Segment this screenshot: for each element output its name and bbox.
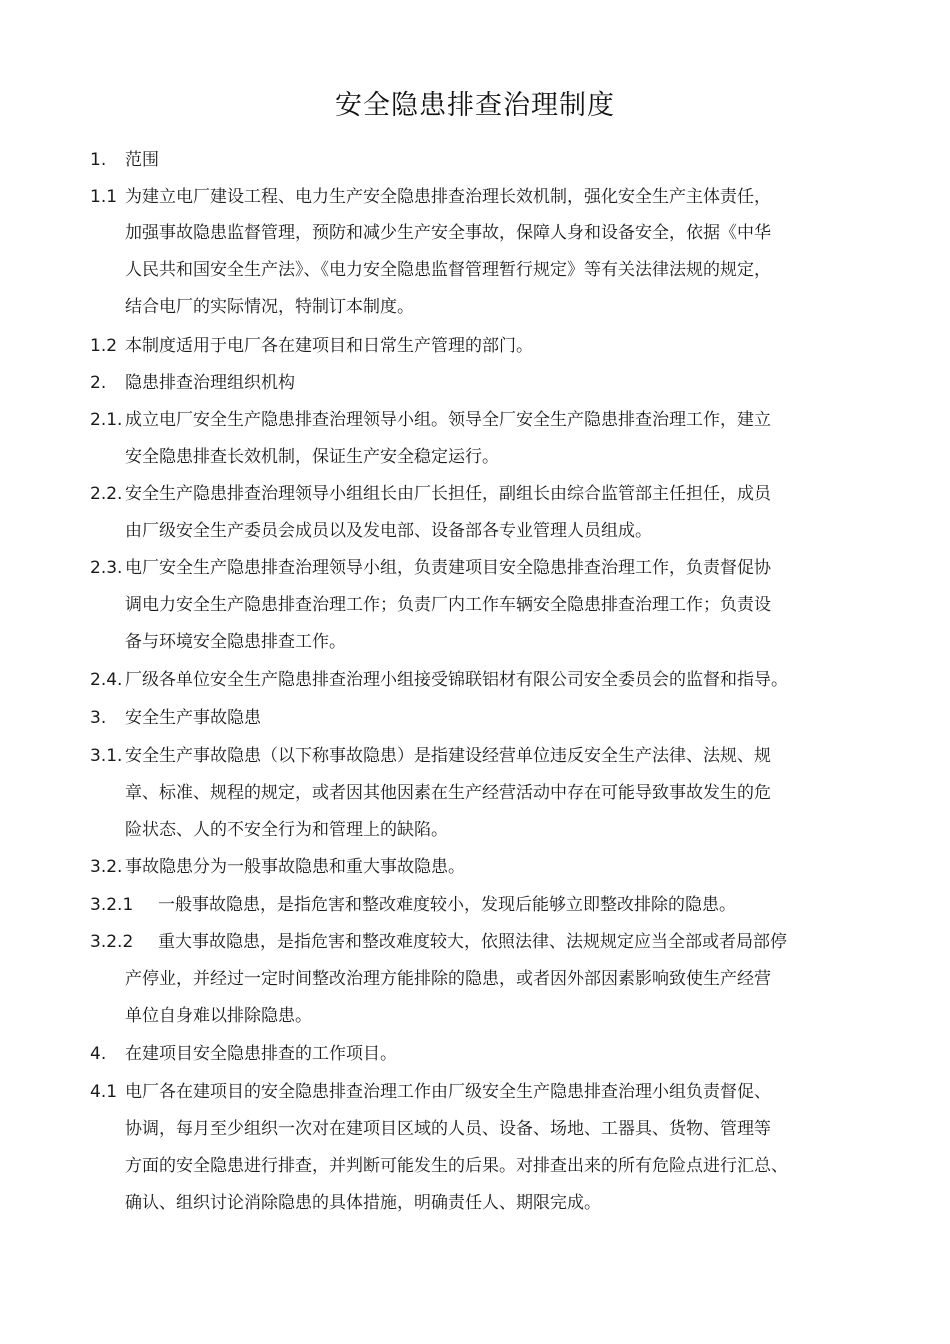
paragraph-text: 结合电厂的实际情况，特制订本制度。 xyxy=(125,297,414,317)
document-title: 安全隐患排查治理制度 xyxy=(335,90,615,121)
paragraph-text: 安全生产事故隐患（以下称事故隐患）是指建设经营单位违反安全生产法律、法规、规 xyxy=(125,746,771,766)
paragraph-text: 为建立电厂建设工程、电力生产安全隐患排查治理长效机制，强化安全生产主体责任， xyxy=(125,187,771,207)
paragraph-text: 电厂安全生产隐患排查治理领导小组，负责建项目安全隐患排查治理工作，负责督促协 xyxy=(125,558,771,578)
paragraph-text: 范围 xyxy=(125,150,159,170)
section-number: 1.2 xyxy=(90,336,118,356)
paragraph-text: 单位自身难以排除隐患。 xyxy=(125,1006,312,1026)
paragraph-text: 本制度适用于电厂各在建项目和日常生产管理的部门。 xyxy=(125,336,533,356)
paragraph-text: 安全隐患排查长效机制，保证生产安全稳定运行。 xyxy=(125,447,499,467)
paragraph-text: 重大事故隐患，是指危害和整改难度较大，依照法律、法规规定应当全部或者局部停 xyxy=(158,932,787,952)
paragraph-text: 加强事故隐患监督管理，预防和减少生产安全事故，保障人身和设备安全，依据《中华 xyxy=(125,223,771,243)
section-number: 4.1 xyxy=(90,1082,118,1102)
paragraph-text: 方面的安全隐患进行排查，并判断可能发生的后果。对排查出来的所有危险点进行汇总、 xyxy=(125,1156,788,1176)
paragraph-text: 协调，每月至少组织一次对在建项目区域的人员、设备、场地、工器具、货物、管理等 xyxy=(125,1119,771,1139)
paragraph-text: 调电力安全生产隐患排查治理工作；负责厂内工作车辆安全隐患排查治理工作；负责设 xyxy=(125,595,771,615)
paragraph-text: 电厂各在建项目的安全隐患排查治理工作由厂级安全生产隐患排查治理小组负责督促、 xyxy=(125,1082,771,1102)
paragraph-text: 在建项目安全隐患排查的工作项目。 xyxy=(125,1044,397,1064)
section-number: 2.4. xyxy=(90,670,123,690)
paragraph-text: 由厂级安全生产委员会成员以及发电部、设备部各专业管理人员组成。 xyxy=(125,521,652,541)
paragraph-text: 备与环境安全隐患排查工作。 xyxy=(125,632,346,652)
section-number: 3.2.1 xyxy=(90,895,134,915)
paragraph-text: 确认、组织讨论消除隐患的具体措施，明确责任人、期限完成。 xyxy=(125,1193,601,1213)
paragraph-text: 厂级各单位安全生产隐患排查治理小组接受锦联铝材有限公司安全委员会的监督和指导。 xyxy=(125,670,788,690)
paragraph-text: 安全生产事故隐患 xyxy=(125,708,261,728)
paragraph-text: 安全生产隐患排查治理领导小组组长由厂长担任，副组长由综合监管部主任担任，成员 xyxy=(125,484,771,504)
section-number: 2. xyxy=(90,373,107,393)
paragraph-text: 人民共和国安全生产法》、《电力安全隐患监督管理暂行规定》等有关法律法规的规定， xyxy=(125,260,771,280)
section-number: 3.1. xyxy=(90,746,123,766)
section-number: 2.3. xyxy=(90,558,123,578)
paragraph-text: 章、标准、规程的规定，或者因其他因素在生产经营活动中存在可能导致事故发生的危 xyxy=(125,783,771,803)
section-number: 2.1. xyxy=(90,410,123,430)
section-number: 4. xyxy=(90,1044,107,1064)
section-number: 1.1 xyxy=(90,187,118,207)
paragraph-text: 事故隐患分为一般事故隐患和重大事故隐患。 xyxy=(125,857,465,877)
section-number: 3.2.2 xyxy=(90,932,134,952)
section-number: 1. xyxy=(90,150,107,170)
paragraph-text: 成立电厂安全生产隐患排查治理领导小组。领导全厂安全生产隐患排查治理工作，建立 xyxy=(125,410,771,430)
paragraph-text: 险状态、人的不安全行为和管理上的缺陷。 xyxy=(125,820,448,840)
paragraph-text: 隐患排查治理组织机构 xyxy=(125,373,295,393)
paragraph-text: 一般事故隐患，是指危害和整改难度较小，发现后能够立即整改排除的隐患。 xyxy=(158,895,736,915)
section-number: 3.2. xyxy=(90,857,123,877)
section-number: 2.2. xyxy=(90,484,123,504)
paragraph-text: 产停业，并经过一定时间整改治理方能排除的隐患，或者因外部因素影响致使生产经营 xyxy=(125,969,771,989)
section-number: 3. xyxy=(90,708,107,728)
